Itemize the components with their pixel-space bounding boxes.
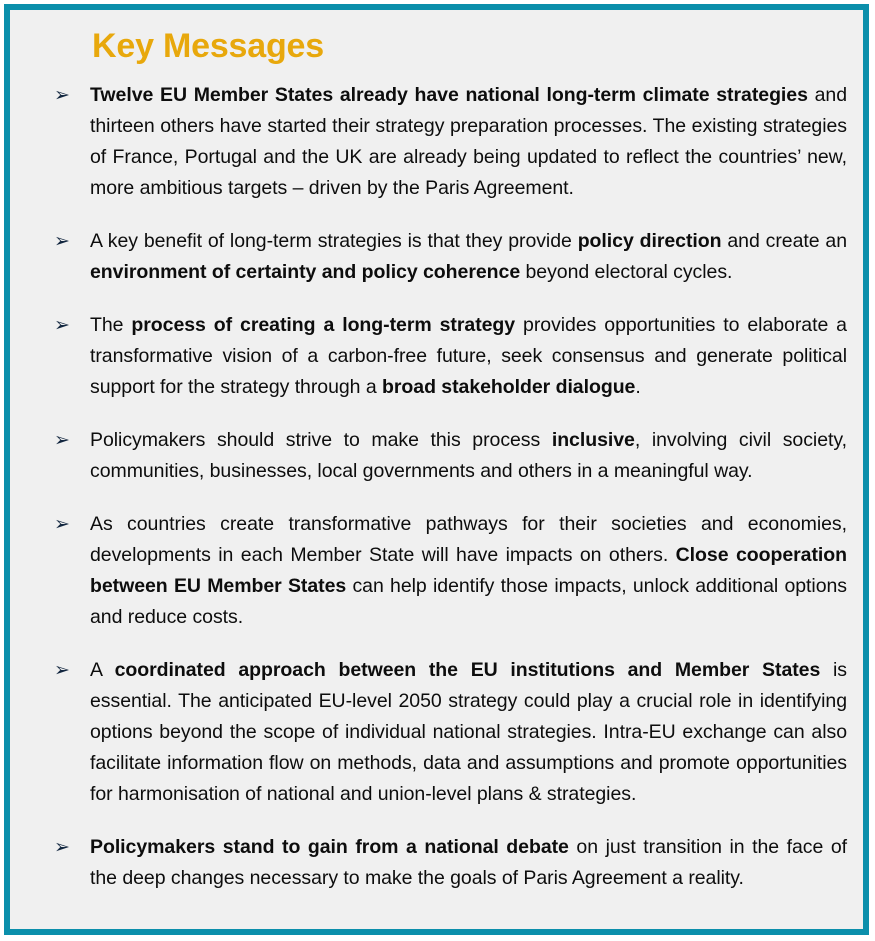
body-text: As countries create transformative pathways for their societies and economies, developments in each Member State will have impacts on others. — [90, 513, 847, 566]
emphasis-text: environment of certainty and policy coherence — [90, 261, 521, 283]
arrowhead-bullet-icon: ➢ — [54, 514, 70, 535]
emphasis-text: inclusive — [551, 429, 635, 451]
emphasis-text: process of creating a long-term strategy — [131, 314, 516, 336]
body-text: is essential. The anticipated EU-level 2050 strategy could play a crucial role in identifying options beyond the scope of individual national strategies. Intra-EU exchange can also facilitate information flow on methods, data and assumptions and promote opportunities for harmonisation of national and union-level plans & strategies. — [90, 659, 847, 805]
body-text: Policymakers should strive to make this process — [90, 429, 552, 451]
list-item — [26, 655, 847, 810]
emphasis-text: Twelve EU Member States already have national long-term climate strategies — [90, 84, 808, 106]
bullet-policymakers-national-debate — [90, 832, 847, 894]
body-text: and create an — [721, 230, 847, 252]
body-text: , involving civil society, communities, businesses, local governments and others in a meaningful way. — [90, 429, 847, 482]
list-item — [26, 226, 847, 288]
key-messages-list — [26, 80, 847, 894]
body-text: beyond electoral cycles. — [520, 261, 733, 283]
emphasis-text: policy direction — [577, 230, 722, 252]
bullet-twelve-eu-member-states — [90, 80, 847, 204]
list-item — [26, 509, 847, 633]
body-text: . — [635, 376, 641, 398]
emphasis-text: coordinated approach between the EU institutions and Member States — [114, 659, 821, 681]
body-text: A — [90, 659, 115, 681]
emphasis-text: Close cooperation between EU Member States — [90, 544, 847, 597]
body-text: on just transition in the face of the deep changes necessary to make the goals of Paris Agreement a reality. — [90, 836, 847, 889]
list-item — [26, 832, 847, 894]
arrowhead-bullet-icon: ➢ — [54, 315, 70, 336]
arrowhead-bullet-icon: ➢ — [54, 430, 70, 451]
list-item — [26, 425, 847, 487]
key-messages-callout-box — [4, 4, 869, 935]
list-item — [26, 310, 847, 403]
body-text: can help identify those impacts, unlock additional options and reduce costs. — [90, 575, 847, 628]
emphasis-text: Policymakers stand to gain from a national debate — [90, 836, 569, 858]
bullet-transformative-pathways-cooperation — [90, 509, 847, 633]
list-item — [26, 80, 847, 204]
bullet-coordinated-approach-eu-institutions — [90, 655, 847, 810]
arrowhead-bullet-icon: ➢ — [54, 231, 70, 252]
arrowhead-bullet-icon: ➢ — [54, 660, 70, 681]
page-title: Key Messages — [92, 27, 324, 65]
emphasis-text: broad stakeholder dialogue — [382, 376, 636, 398]
arrowhead-bullet-icon: ➢ — [54, 837, 70, 858]
body-text: The — [90, 314, 132, 336]
body-text: A key benefit of long-term strategies is that they provide — [90, 230, 578, 252]
callout-inner — [10, 10, 863, 929]
bullet-process-of-creating-strategy — [90, 310, 847, 403]
bullet-policymakers-inclusive-process — [90, 425, 847, 487]
body-text: provides opportunities to elaborate a transformative vision of a carbon-free future, seek consensus and generate political support for the strategy through a — [90, 314, 847, 398]
body-text: and thirteen others have started their strategy preparation processes. The existing strategies of France, Portugal and the UK are already being updated to reflect the countries’ new, more ambitious targets – driven by the Paris Agreement. — [90, 84, 847, 199]
bullet-key-benefit-policy-direction — [90, 226, 847, 288]
arrowhead-bullet-icon: ➢ — [54, 85, 70, 106]
